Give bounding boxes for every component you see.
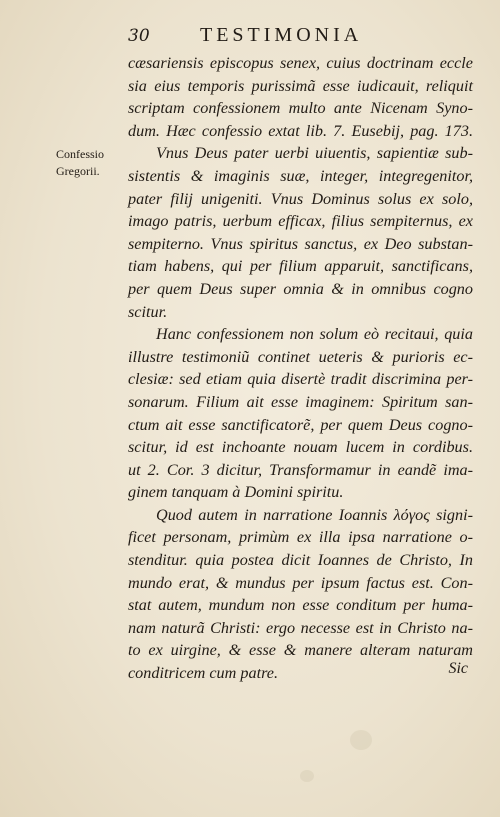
body-text <box>128 52 473 685</box>
text-line: Hanc confessionem non solum eò recitaui, quia <box>156 325 473 344</box>
text-line: pater filij unigeniti. Vnus Dominus solus ex solo, <box>128 189 473 208</box>
paper-stain <box>350 730 372 750</box>
text-line: sonarum. Filium ait esse imaginem: Spiritum san- <box>128 392 473 411</box>
running-title: TESTIMONIA <box>200 24 363 46</box>
text-line: per quem Deus super omnia & in omnibus cogno <box>128 279 473 298</box>
text-line: sistentis & imaginis suæ, integer, integregenitor, <box>128 166 473 185</box>
text-line: imago patris, uerbum efficax, filius sempiternus, ex <box>128 212 473 231</box>
margin-note-line: Confessio <box>56 147 104 161</box>
text-line: nam naturã Christi: ergo necesse est in Christo na- <box>128 618 473 637</box>
text-line: dum. Hæc confessio extat lib. 7. Eusebij, pag. 173. <box>128 121 473 140</box>
text-line: to ex uirgine, & esse & manere alteram naturam <box>128 641 473 660</box>
text-line: scitur. <box>128 302 168 321</box>
text-line: Quod autem in narratione Ioannis λόγος signi- <box>156 505 473 524</box>
text-line: tiam habens, qui per filium apparuit, sanctificans, <box>128 257 473 276</box>
text-line: sempiterno. Vnus spiritus sanctus, ex Deo substan- <box>128 234 473 253</box>
text-line: stenditur. quia postea dicit Ioannes de Christo, In <box>128 551 473 570</box>
page-number: 30 <box>128 26 150 46</box>
text-line: scriptam confessionem multo ante Nicenam Syno- <box>128 99 473 118</box>
text-line: ut 2. Cor. 3 dicitur, Transformamur in eandẽ ima- <box>128 460 473 479</box>
text-line: ginem tanquam à Domini spiritu. <box>128 483 344 502</box>
text-line: sia eius temporis purissimã esse iudicauit, reliquit <box>128 76 473 95</box>
margin-note <box>56 146 126 180</box>
paper-stain <box>300 770 314 782</box>
text-line: stat autem, mundum non esse conditum per huma- <box>128 596 473 615</box>
catchword: Sic <box>448 660 468 677</box>
page-header <box>128 24 468 52</box>
text-line: ficet personam, primùm ex illa ipsa narratione o- <box>128 528 473 547</box>
text-line: scitur, id est inchoante nouam lucem in cordibus. <box>128 438 473 457</box>
text-line: illustre testimoniũ continet ueteris & purioris ec- <box>128 347 473 366</box>
text-line: ctum ait esse sanctificatorẽ, per quem Deus cogno- <box>128 415 473 434</box>
text-line: Vnus Deus pater uerbi uiuentis, sapientiæ sub- <box>156 144 473 163</box>
text-line: mundo erat, & mundus per ipsum factus est. Con- <box>128 573 473 592</box>
text-line: conditricem cum patre. <box>128 664 278 683</box>
text-line: clesiæ: sed etiam quia disertè tradit discrimina per- <box>128 370 473 389</box>
text-line: cæsariensis episcopus senex, cuius doctrinam eccle <box>128 54 473 72</box>
margin-note-line: Gregorii. <box>56 164 100 178</box>
